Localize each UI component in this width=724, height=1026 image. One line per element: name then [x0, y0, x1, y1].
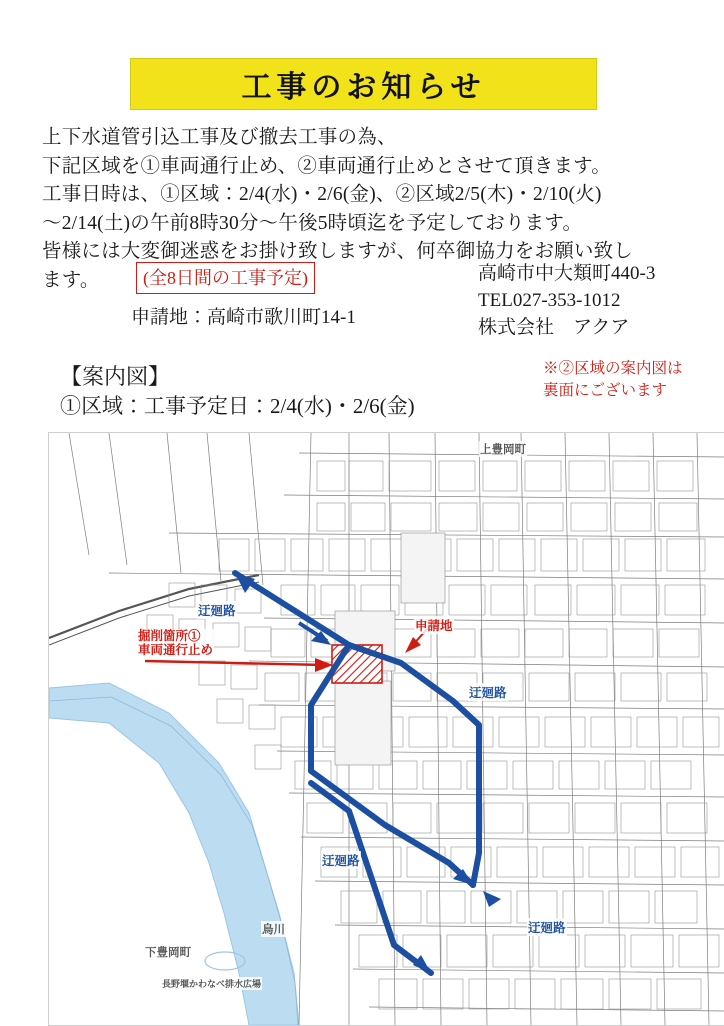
body-line-1: 上下水道管引込工事及び撤去工事の為、: [42, 127, 397, 148]
area-map: [48, 432, 724, 1026]
map-place-name-1: 上豊岡町: [479, 441, 527, 457]
map-label-detour-3: 迂廻路: [321, 851, 361, 869]
map-place-name-4: 長野堰かわなべ排水広場: [162, 979, 262, 989]
body-line-2: 下記区域を①車両通行止め、②車両通行止めとさせて頂きます。: [42, 155, 611, 177]
map-label-site: 申請地: [414, 616, 454, 634]
company-address: 高崎市中大類町440-3: [478, 263, 656, 284]
map-label-detour-2: 迂廻路: [468, 683, 508, 701]
page-title: 工事のお知らせ: [241, 71, 486, 104]
map-label-excavation: 掘削箇所① 車両通行止め: [138, 629, 214, 657]
body-line-6: ます。: [42, 269, 100, 291]
map-place-name-3: 烏川: [261, 921, 286, 937]
map-base-drawing: [49, 433, 724, 1025]
applicant-address-line: 申請地：高崎市歌川町14-1: [131, 307, 356, 328]
backside-note: [543, 358, 683, 402]
backside-note-line-2: 裏面にございます: [543, 382, 668, 399]
company-tel: TEL027-353-1012: [478, 290, 621, 311]
map-label-detour-4: 迂廻路: [527, 918, 567, 936]
title-banner: [130, 58, 597, 110]
body-line-3: 工事日時は、①区域：2/4(水)・2/6(金)、②区域2/5(木)・2/10(火): [42, 184, 602, 205]
map-subheading: ①区域：工事予定日：2/4(水)・2/6(金): [60, 394, 415, 418]
backside-note-line-1: ※②区域の案内図は: [543, 360, 683, 377]
body-line-5: 皆様には大変御迷惑をお掛け致しますが、何卒御協力をお願い致し: [42, 241, 634, 262]
schedule-boxed-note: (全8日間の工事予定): [136, 262, 315, 294]
map-heading: 【案内図】: [60, 364, 171, 389]
company-name: 株式会社 アクア: [478, 317, 630, 338]
company-info: [478, 260, 655, 341]
map-place-name-2: 下豊岡町: [144, 944, 192, 960]
body-line-4: 〜2/14(土)の午前8時30分〜午後5時頃迄を予定しております。: [42, 212, 583, 234]
map-label-detour-1: 迂廻路: [197, 601, 237, 619]
